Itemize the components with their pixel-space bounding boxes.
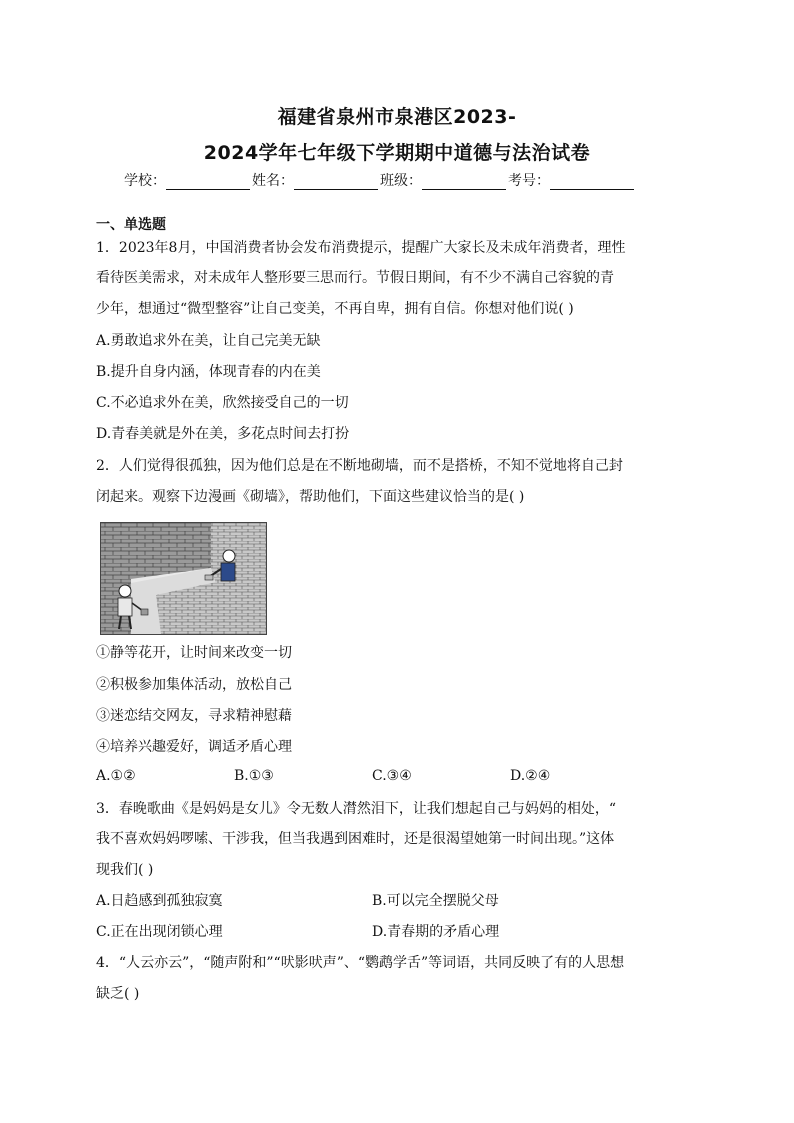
q2-option-c[interactable]: C.③④: [372, 768, 412, 784]
q1-option-d[interactable]: D.青春美就是外在美，多花点时间去打扮: [96, 426, 350, 442]
q1-stem-line1: 1．2023年8月，中国消费者协会发布消费提示，提醒广大家长及未成年消费者，理性: [96, 240, 626, 256]
exam-number-field[interactable]: 考号：: [508, 170, 636, 190]
q4-stem-line2: 缺乏( ): [96, 986, 140, 1002]
school-field[interactable]: 学校：: [124, 170, 252, 190]
q3-option-d[interactable]: D.青春期的矛盾心理: [372, 924, 500, 940]
q3-option-c[interactable]: C.正在出现闭锁心理: [96, 924, 223, 940]
q2-option-a[interactable]: A.①②: [96, 768, 136, 784]
q3-stem-line2: 我不喜欢妈妈啰嗦、干涉我，但当我遇到困难时，还是很渴望她第一时间出现。”这体: [96, 831, 615, 847]
q3-option-a[interactable]: A.日趋感到孤独寂寞: [96, 893, 223, 909]
q2-statement-3: ③迷恋结交网友，寻求精神慰藉: [96, 708, 292, 724]
q1-stem-line3: 少年，想通过“微型整容”让自己变美，不再自卑，拥有自信。你想对他们说( ): [96, 301, 574, 317]
q1-option-c[interactable]: C.不必追求外在美，欣然接受自己的一切: [96, 395, 349, 411]
section-title: 一、单选题: [96, 217, 166, 233]
name-field[interactable]: 姓名：: [252, 170, 380, 190]
q2-option-b[interactable]: B.①③: [234, 768, 274, 784]
student-info-row: [124, 170, 684, 190]
class-field[interactable]: 班级：: [380, 170, 508, 190]
exam-title-line1: 福建省泉州市泉港区2023-: [277, 106, 517, 128]
q3-stem-line1: 3．春晚歌曲《是妈妈是女儿》令无数人潸然泪下，让我们想起自己与妈妈的相处，“: [96, 801, 617, 817]
q4-stem-line1: 4．“人云亦云”，“随声附和”“吠影吠声”、“鹦鹉学舌”等词语，共同反映了有的人思想: [96, 955, 625, 971]
q3-option-b[interactable]: B.可以完全摆脱父母: [372, 893, 499, 909]
q2-option-d[interactable]: D.②④: [510, 768, 551, 784]
q1-option-b[interactable]: B.提升自身内涵，体现青春的内在美: [96, 364, 321, 380]
q2-statement-4: ④培养兴趣爱好，调适矛盾心理: [96, 739, 292, 755]
q2-stem-line2: 闭起来。观察下边漫画《砌墙》，帮助他们，下面这些建议恰当的是( ): [96, 489, 525, 505]
exam-title-line2: 2024学年七年级下学期期中道德与法治试卷: [203, 142, 591, 164]
wall-building-comic: [100, 522, 267, 635]
q1-stem-line2: 看待医美需求，对未成年人整形要三思而行。节假日期间，有不少不满自己容貌的青: [96, 270, 614, 286]
q2-statement-2: ②积极参加集体活动，放松自己: [96, 677, 292, 693]
q2-stem-line1: 2．人们觉得很孤独，因为他们总是在不断地砌墙，而不是搭桥，不知不觉地将自己封: [96, 458, 623, 474]
q2-statement-1: ①静等花开，让时间来改变一切: [96, 645, 292, 661]
q1-option-a[interactable]: A.勇敢追求外在美，让自己完美无缺: [96, 333, 321, 349]
q3-stem-line3: 现我们( ): [96, 862, 154, 878]
